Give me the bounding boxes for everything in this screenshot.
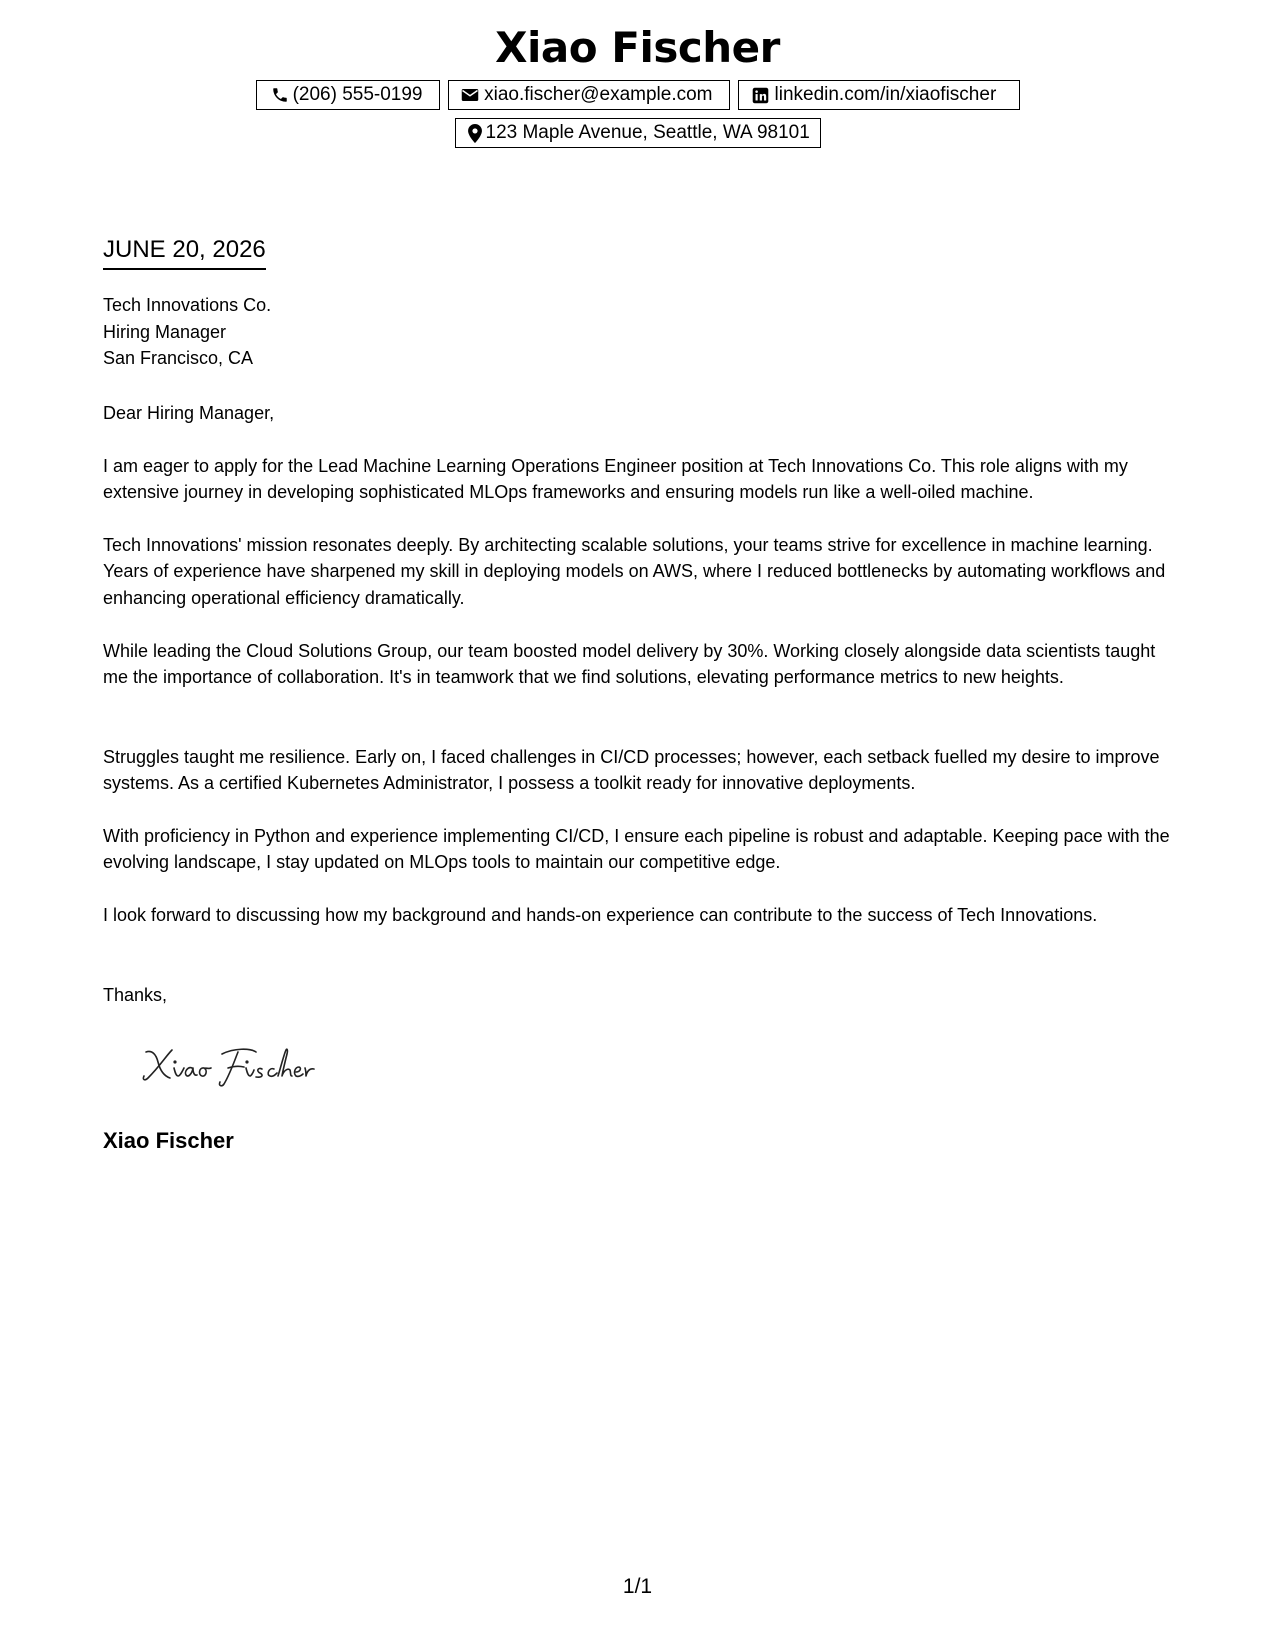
salutation: Dear Hiring Manager, (103, 403, 275, 423)
envelope-icon (461, 85, 481, 105)
body-paragraph: While leading the Cloud Solutions Group, our team boosted model delivery by 30%. Working closely alongside data scientists taught me the importance of collaboration. It's in teamwork that we find solutions, elevating performance metrics to new heights. (103, 641, 1156, 688)
address-text: 123 Maple Avenue, Seattle, WA 98101 (485, 122, 810, 143)
signer-name: Xiao Fischer (103, 1128, 234, 1153)
closing: Thanks, (103, 985, 168, 1005)
email-contact[interactable] (448, 80, 730, 110)
phone-text: (206) 555-0199 (292, 84, 423, 105)
phone-icon (271, 85, 289, 105)
phone-contact[interactable] (256, 80, 440, 110)
body-paragraph: I look forward to discussing how my background and hands-on experience can contribute to the success of Tech Innovations. (103, 905, 1098, 925)
map-pin-icon (468, 123, 482, 143)
applicant-name: Xiao Fischer (495, 23, 780, 72)
linkedin-icon (751, 85, 771, 105)
recipient-block (103, 292, 271, 372)
email-text: xiao.fischer@example.com (484, 84, 713, 105)
recipient-location: San Francisco, CA (103, 348, 254, 368)
recipient-title: Hiring Manager (103, 321, 227, 342)
handwritten-signature (138, 1040, 338, 1090)
body-paragraph: Struggles taught me resilience. Early on, I faced challenges in CI/CD processes; however, each setback fuelled my desire to improve systems. As a certified Kubernetes Administrator, I possess a toolkit ready for innovative deployments. (103, 747, 1160, 794)
body-paragraph: I am eager to apply for the Lead Machine Learning Operations Engineer position at Tech Innovations Co. This role aligns with my extensive journey in developing sophisticated MLOps frameworks and ensuring models run like a well-oiled machine. (103, 456, 1128, 503)
linkedin-contact[interactable] (738, 80, 1020, 110)
linkedin-text: linkedin.com/in/xiaofischer (774, 84, 997, 105)
page-number: 1/1 (622, 1575, 653, 1598)
contact-row (0, 80, 1275, 110)
body-paragraph: With proficiency in Python and experience implementing CI/CD, I ensure each pipeline is robust and adaptable. Keeping pace with the evolving landscape, I stay updated on MLOps tools to maintain our competitive edge. (103, 826, 1170, 873)
letter-date: JUNE 20, 2026 (103, 234, 266, 270)
address-contact[interactable] (455, 118, 821, 148)
address-row (0, 118, 1275, 148)
body-paragraph: Tech Innovations' mission resonates deeply. By architecting scalable solutions, your teams strive for excellence in machine learning. Years of experience have sharpened my skill in deploying models on AWS, where I reduced bottlenecks by automating workflows and enhancing operational efficiency dramatically. (103, 535, 1166, 608)
recipient-company: Tech Innovations Co. (103, 295, 272, 315)
